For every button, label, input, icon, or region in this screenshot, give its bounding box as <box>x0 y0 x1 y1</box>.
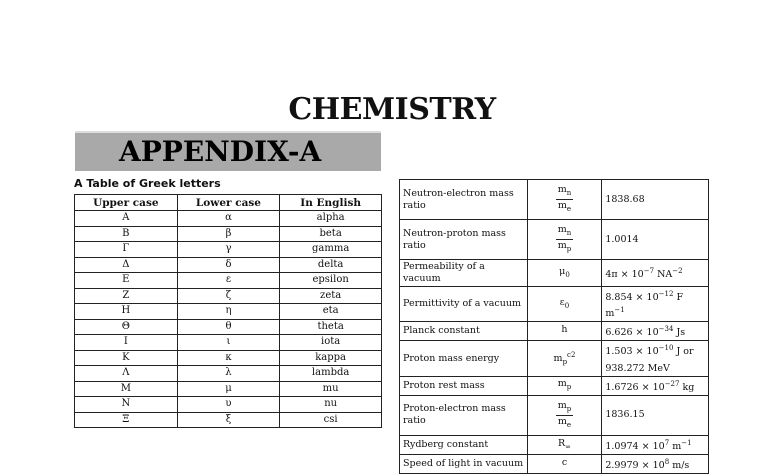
constant-symbol-cell <box>527 455 602 474</box>
symbol-subscript: e <box>566 204 572 213</box>
english-name-cell: iota <box>280 335 382 351</box>
constant-name-cell: Rydberg constant <box>400 435 528 454</box>
value-mantissa: 1.0974 × 10 <box>605 441 665 453</box>
symbol-base: m <box>557 400 567 412</box>
upper-case-cell: Β <box>75 226 178 242</box>
table-row <box>75 288 382 304</box>
appendix-banner <box>75 131 381 171</box>
table-row <box>75 211 382 227</box>
symbol-base: m <box>557 378 567 390</box>
constant-name-cell: Permeability of a vacuum <box>400 260 528 287</box>
lower-case-cell: ι <box>177 335 280 351</box>
value-mantissa: 1836.15 <box>605 409 645 421</box>
column-header-in-english: In English <box>280 195 382 211</box>
lower-case-cell: ε <box>177 273 280 289</box>
table-row <box>75 226 382 242</box>
symbol-subscript: n <box>566 229 572 237</box>
table-row <box>400 376 709 395</box>
english-name-cell: mu <box>280 381 382 397</box>
table-row <box>75 273 382 289</box>
value-exponent: 7 <box>664 438 670 447</box>
constant-value-cell <box>602 455 709 474</box>
symbol-base: m <box>557 415 567 427</box>
table-row <box>75 319 382 335</box>
fraction-numerator <box>556 184 574 200</box>
constant-value-cell <box>602 395 709 435</box>
value-exponent: −10 <box>658 344 674 353</box>
constant-symbol-cell <box>527 180 602 220</box>
value-mantissa: 1.0014 <box>605 233 639 245</box>
constant-name-cell: Neutron-electron mass ratio <box>400 180 528 220</box>
greek-table-caption: A Table of Greek letters <box>74 177 221 190</box>
value-mantissa: 8.854 × 10 <box>605 292 659 304</box>
constant-name-cell: Proton mass energy <box>400 341 528 376</box>
table-row <box>75 350 382 366</box>
value-unit: Js <box>676 327 686 339</box>
value-mantissa: 6.626 × 10 <box>605 327 659 339</box>
constant-name-cell: Proton rest mass <box>400 376 528 395</box>
english-name-cell: zeta <box>280 288 382 304</box>
fraction-numerator <box>556 224 574 240</box>
lower-case-cell: λ <box>177 366 280 382</box>
upper-case-cell: Μ <box>75 381 178 397</box>
greek-letters-table <box>74 194 382 428</box>
english-name-cell: alpha <box>280 211 382 227</box>
upper-case-cell: Ζ <box>75 288 178 304</box>
constant-symbol-cell <box>527 395 602 435</box>
constant-symbol-cell <box>527 322 602 341</box>
constant-value-cell <box>602 220 709 260</box>
lower-case-cell: ζ <box>177 288 280 304</box>
symbol-subscript: p <box>566 404 572 413</box>
table-row <box>75 397 382 413</box>
value-mantissa: 4π × 10 <box>605 269 644 281</box>
value-unit-exponent: −1 <box>614 306 625 315</box>
english-name-cell: theta <box>280 319 382 335</box>
constant-value-cell <box>602 341 709 376</box>
symbol-fraction <box>556 224 574 255</box>
symbol-subscript: p <box>566 244 572 253</box>
table-row <box>400 260 709 287</box>
column-header-upper-case: Upper case <box>75 195 178 211</box>
lower-case-cell: μ <box>177 381 280 397</box>
upper-case-cell: Λ <box>75 366 178 382</box>
constant-value-cell <box>602 180 709 220</box>
table-row <box>75 257 382 273</box>
upper-case-cell: Η <box>75 304 178 320</box>
fraction-numerator <box>556 400 574 416</box>
upper-case-cell: Γ <box>75 242 178 258</box>
table-row <box>400 455 709 474</box>
table-row <box>75 366 382 382</box>
constant-symbol-cell <box>527 287 602 322</box>
english-name-cell: csi <box>280 412 382 428</box>
value-unit-exponent: −2 <box>672 266 683 275</box>
fraction-denominator <box>556 240 574 255</box>
english-name-cell: delta <box>280 257 382 273</box>
symbol-fraction <box>556 400 574 431</box>
constant-symbol-cell <box>527 260 602 287</box>
symbol-fraction <box>556 184 574 215</box>
symbol-base: μ <box>559 265 566 277</box>
constant-value-cell <box>602 287 709 322</box>
table-row <box>400 287 709 322</box>
lower-case-cell: δ <box>177 257 280 273</box>
fraction-denominator <box>556 200 574 215</box>
table-row <box>400 322 709 341</box>
symbol-base: c <box>561 456 568 468</box>
value-unit: J or 938.272 MeV <box>605 346 694 374</box>
lower-case-cell: η <box>177 304 280 320</box>
value-unit: m/s <box>672 460 690 472</box>
lower-case-cell: θ <box>177 319 280 335</box>
appendix-heading: APPENDIX-A <box>119 135 322 168</box>
symbol-subscript: ∞ <box>565 442 571 451</box>
english-name-cell: epsilon <box>280 273 382 289</box>
symbol-subscript: p <box>562 358 568 367</box>
table-row <box>75 335 382 351</box>
table-row <box>75 242 382 258</box>
symbol-subscript: 0 <box>565 270 570 279</box>
upper-case-cell: Κ <box>75 350 178 366</box>
value-unit: NA <box>657 269 673 281</box>
value-unit-exponent: −1 <box>681 438 692 447</box>
constant-value-cell <box>602 435 709 454</box>
table-row <box>400 435 709 454</box>
constant-name-cell: Speed of light in vacuum <box>400 455 528 474</box>
table-row <box>75 381 382 397</box>
constant-value-cell <box>602 376 709 395</box>
greek-table-header-row <box>75 195 382 211</box>
lower-case-cell: υ <box>177 397 280 413</box>
constant-name-cell: Permittivity of a vacuum <box>400 287 528 322</box>
symbol-base: m <box>557 240 567 251</box>
symbol-base: ε <box>559 296 565 308</box>
symbol-base: m <box>557 184 567 196</box>
constant-symbol-cell <box>527 435 602 454</box>
constant-symbol-cell <box>527 341 602 376</box>
value-unit: kg <box>682 381 695 393</box>
value-exponent: −7 <box>643 266 655 275</box>
constant-value-cell <box>602 260 709 287</box>
upper-case-cell: Θ <box>75 319 178 335</box>
column-header-lower-case: Lower case <box>177 195 280 211</box>
upper-case-cell: Ξ <box>75 412 178 428</box>
symbol-base: m <box>557 224 567 236</box>
table-row <box>75 304 382 320</box>
constant-value-cell <box>602 322 709 341</box>
value-exponent: −27 <box>664 379 680 388</box>
symbol-subscript: n <box>566 189 572 197</box>
value-mantissa: 1.503 × 10 <box>605 346 659 358</box>
symbol-base: h <box>561 323 568 335</box>
constant-name-cell: Neutron-proton mass ratio <box>400 220 528 260</box>
symbol-superscript: c2 <box>567 351 576 360</box>
table-row <box>400 395 709 435</box>
value-mantissa: 1.6726 × 10 <box>605 381 665 393</box>
lower-case-cell: κ <box>177 350 280 366</box>
upper-case-cell: Α <box>75 211 178 227</box>
symbol-subscript: 0 <box>564 301 570 310</box>
table-row <box>75 412 382 428</box>
value-exponent: −12 <box>658 290 674 298</box>
symbol-base: m <box>557 200 567 211</box>
page-title: CHEMISTRY <box>288 92 496 127</box>
constant-name-cell: Planck constant <box>400 322 528 341</box>
english-name-cell: eta <box>280 304 382 320</box>
physical-constants-table <box>399 179 709 474</box>
constant-symbol-cell <box>527 376 602 395</box>
symbol-subscript: e <box>566 420 572 429</box>
fraction-denominator <box>556 416 574 431</box>
value-unit: m <box>672 441 682 453</box>
lower-case-cell: α <box>177 211 280 227</box>
upper-case-cell: Ε <box>75 273 178 289</box>
english-name-cell: beta <box>280 226 382 242</box>
lower-case-cell: γ <box>177 242 280 258</box>
value-mantissa: 1838.68 <box>605 193 645 205</box>
upper-case-cell: Ι <box>75 335 178 351</box>
lower-case-cell: β <box>177 226 280 242</box>
english-name-cell: lambda <box>280 366 382 382</box>
symbol-base: R <box>557 437 566 449</box>
symbol-base: m <box>553 353 563 365</box>
table-row <box>400 220 709 260</box>
value-mantissa: 2.9979 × 10 <box>605 460 665 472</box>
english-name-cell: nu <box>280 397 382 413</box>
english-name-cell: kappa <box>280 350 382 366</box>
constant-symbol-cell <box>527 220 602 260</box>
value-exponent: −34 <box>658 325 674 334</box>
value-exponent: 8 <box>664 458 670 467</box>
constant-name-cell: Proton-electron mass ratio <box>400 395 528 435</box>
value-unit: F m <box>605 292 684 320</box>
upper-case-cell: Δ <box>75 257 178 273</box>
table-row <box>400 180 709 220</box>
symbol-subscript: p <box>566 383 572 392</box>
english-name-cell: gamma <box>280 242 382 258</box>
upper-case-cell: Ν <box>75 397 178 413</box>
lower-case-cell: ξ <box>177 412 280 428</box>
table-row <box>400 341 709 376</box>
